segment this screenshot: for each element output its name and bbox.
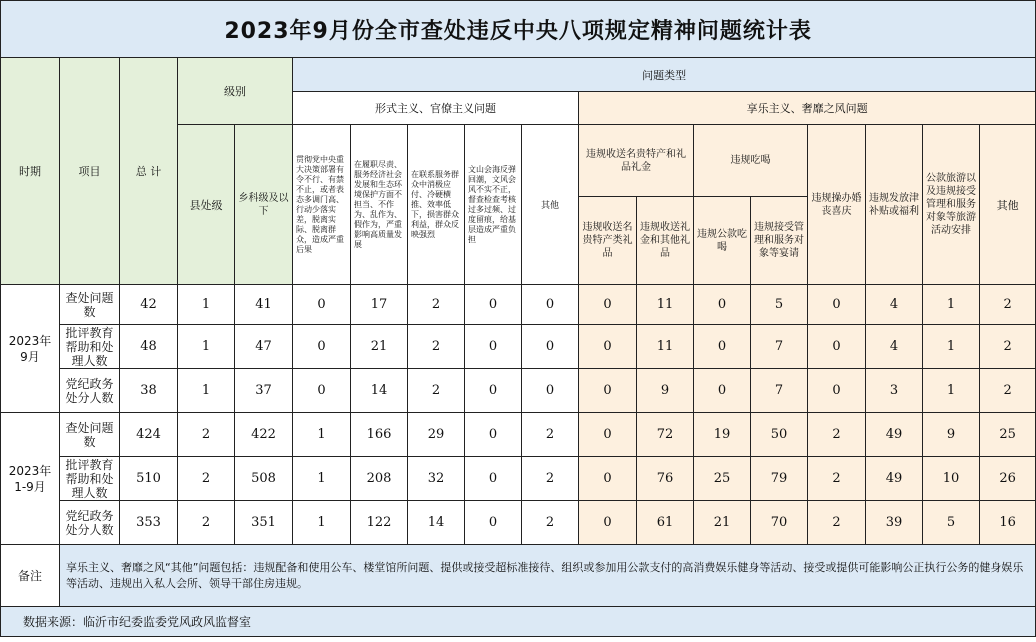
- cell-h7: 5: [923, 501, 980, 545]
- header-gifts: 违规收送名贵特产和礼品礼金: [579, 125, 694, 197]
- cell-h8: 26: [980, 457, 1036, 501]
- cell-h5: 0: [808, 325, 866, 369]
- cell-county: 2: [178, 413, 235, 457]
- cell-f3: 32: [408, 457, 465, 501]
- cell-total: 42: [120, 285, 178, 325]
- cell-h3: 19: [694, 413, 751, 457]
- table-row: [1, 369, 1036, 413]
- cell-h7: 9: [923, 413, 980, 457]
- cell-f4: 0: [465, 457, 522, 501]
- cell-h3: 21: [694, 501, 751, 545]
- header-level: 级别: [178, 58, 293, 125]
- header-formalism-duties: 在履职尽责、服务经济社会发展和生态环境保护方面不担当、不作为、乱作为、假作为，严重影响高质量发展: [351, 125, 408, 285]
- cell-f3: 2: [408, 369, 465, 413]
- cell-f5: 0: [522, 285, 579, 325]
- cell-h8: 2: [980, 369, 1036, 413]
- table-row: [1, 325, 1036, 369]
- cell-f1: 0: [293, 325, 351, 369]
- row-item-label: 批评教育帮助和处理人数: [60, 325, 120, 369]
- header-township-level: 乡科级及以下: [235, 125, 293, 285]
- cell-f1: 0: [293, 369, 351, 413]
- cell-total: 48: [120, 325, 178, 369]
- cell-h4: 70: [751, 501, 808, 545]
- cell-county: 2: [178, 501, 235, 545]
- cell-county: 1: [178, 369, 235, 413]
- cell-f3: 14: [408, 501, 465, 545]
- cell-h7: 1: [923, 325, 980, 369]
- header-hedonism-other: 其他: [980, 125, 1036, 285]
- cell-h8: 16: [980, 501, 1036, 545]
- header-travel: 公款旅游以及违规接受管理和服务对象等旅游活动安排: [923, 125, 980, 285]
- cell-f2: 14: [351, 369, 408, 413]
- cell-f2: 166: [351, 413, 408, 457]
- cell-township: 508: [235, 457, 293, 501]
- row-item-label: 查处问题数: [60, 285, 120, 325]
- cell-total: 353: [120, 501, 178, 545]
- cell-total: 510: [120, 457, 178, 501]
- period-label: 2023年 9月: [1, 285, 60, 413]
- cell-h2: 72: [637, 413, 694, 457]
- cell-f1: 0: [293, 285, 351, 325]
- cell-h1: 0: [579, 413, 637, 457]
- cell-h6: 39: [866, 501, 923, 545]
- cell-f1: 1: [293, 501, 351, 545]
- table-row: [1, 285, 1036, 325]
- cell-county: 1: [178, 325, 235, 369]
- cell-h2: 11: [637, 325, 694, 369]
- cell-h7: 1: [923, 285, 980, 325]
- cell-h2: 61: [637, 501, 694, 545]
- header-eating-public: 违规公款吃喝: [694, 197, 751, 285]
- cell-h4: 5: [751, 285, 808, 325]
- cell-f4: 0: [465, 501, 522, 545]
- cell-township: 37: [235, 369, 293, 413]
- cell-h4: 79: [751, 457, 808, 501]
- cell-f2: 122: [351, 501, 408, 545]
- header-formalism: 形式主义、官僚主义问题: [293, 92, 579, 125]
- header-period: 时期: [1, 58, 60, 285]
- cell-township: 422: [235, 413, 293, 457]
- cell-h2: 11: [637, 285, 694, 325]
- header-county-level: 县处级: [178, 125, 235, 285]
- cell-f5: 0: [522, 325, 579, 369]
- cell-h1: 0: [579, 457, 637, 501]
- header-formalism-meetings: 文山会海反弹回潮，文风会风不实不正，督查检查考核过多过频、过度留痕，给基层造成严重负担: [465, 125, 522, 285]
- cell-h6: 4: [866, 285, 923, 325]
- header-formalism-decisions: 贯彻党中央重大决策部署有令不行、有禁不止，或者表态多调门高、行动少落实差，脱离实际、脱离群众，造成严重后果: [293, 125, 351, 285]
- row-item-label: 查处问题数: [60, 413, 120, 457]
- cell-f4: 0: [465, 413, 522, 457]
- cell-h5: 2: [808, 501, 866, 545]
- header-problem-type: 问题类型: [293, 58, 1036, 92]
- cell-h2: 76: [637, 457, 694, 501]
- cell-h3: 0: [694, 325, 751, 369]
- header-item: 项目: [60, 58, 120, 285]
- cell-h6: 4: [866, 325, 923, 369]
- cell-total: 38: [120, 369, 178, 413]
- cell-township: 47: [235, 325, 293, 369]
- cell-h7: 10: [923, 457, 980, 501]
- cell-h7: 1: [923, 369, 980, 413]
- cell-total: 424: [120, 413, 178, 457]
- cell-h8: 25: [980, 413, 1036, 457]
- cell-f5: 2: [522, 413, 579, 457]
- cell-h4: 50: [751, 413, 808, 457]
- cell-f3: 29: [408, 413, 465, 457]
- table-row: [1, 501, 1036, 545]
- cell-f5: 2: [522, 457, 579, 501]
- cell-h3: 25: [694, 457, 751, 501]
- remarks-text: 享乐主义、奢靡之风“其他”问题包括：违规配备和使用公车、楼堂馆所问题、提供或接受超标准接待、组织或参加用公款支付的高消费娱乐健身等活动、接受或提供可能影响公正执行公务的健身娱乐等活动、违规出入私人会所、领导干部住房违规。: [60, 545, 1036, 607]
- cell-f4: 0: [465, 369, 522, 413]
- cell-township: 351: [235, 501, 293, 545]
- header-total: 总 计: [120, 58, 178, 285]
- data-source: 数据来源：临沂市纪委监委党风政风监督室: [1, 607, 1036, 637]
- cell-h8: 2: [980, 285, 1036, 325]
- cell-h4: 7: [751, 325, 808, 369]
- cell-h6: 49: [866, 413, 923, 457]
- cell-h8: 2: [980, 325, 1036, 369]
- cell-county: 2: [178, 457, 235, 501]
- header-gifts-money: 违规收送礼金和其他礼品: [637, 197, 694, 285]
- cell-f1: 1: [293, 457, 351, 501]
- remarks-label: 备注: [1, 545, 60, 607]
- row-item-label: 批评教育帮助和处理人数: [60, 457, 120, 501]
- cell-h3: 0: [694, 285, 751, 325]
- page-title: 2023年9月份全市查处违反中央八项规定精神问题统计表: [1, 1, 1036, 58]
- cell-f4: 0: [465, 325, 522, 369]
- header-formalism-service: 在联系服务群众中消极应付、冷硬横推、效率低下，损害群众利益，群众反映强烈: [408, 125, 465, 285]
- cell-h3: 0: [694, 369, 751, 413]
- cell-h6: 49: [866, 457, 923, 501]
- cell-f2: 21: [351, 325, 408, 369]
- cell-f3: 2: [408, 285, 465, 325]
- cell-h5: 0: [808, 369, 866, 413]
- header-eating: 违规吃喝: [694, 125, 808, 197]
- cell-f3: 2: [408, 325, 465, 369]
- row-item-label: 党纪政务处分人数: [60, 501, 120, 545]
- header-hedonism: 享乐主义、奢靡之风问题: [579, 92, 1036, 125]
- header-wedding: 违规操办婚丧喜庆: [808, 125, 866, 285]
- cell-f5: 0: [522, 369, 579, 413]
- header-allowance: 违规发放津补贴或福利: [866, 125, 923, 285]
- period-label: 2023年 1-9月: [1, 413, 60, 545]
- cell-f2: 17: [351, 285, 408, 325]
- table-row: [1, 413, 1036, 457]
- row-item-label: 党纪政务处分人数: [60, 369, 120, 413]
- table-row: [1, 457, 1036, 501]
- cell-h4: 7: [751, 369, 808, 413]
- cell-county: 1: [178, 285, 235, 325]
- cell-h5: 2: [808, 413, 866, 457]
- header-eating-banquet: 违规接受管理和服务对象等宴请: [751, 197, 808, 285]
- cell-h1: 0: [579, 325, 637, 369]
- cell-h5: 0: [808, 285, 866, 325]
- cell-h5: 2: [808, 457, 866, 501]
- cell-h1: 0: [579, 501, 637, 545]
- header-gifts-specialty: 违规收送名贵特产类礼品: [579, 197, 637, 285]
- cell-h6: 3: [866, 369, 923, 413]
- cell-township: 41: [235, 285, 293, 325]
- cell-h2: 9: [637, 369, 694, 413]
- cell-f4: 0: [465, 285, 522, 325]
- cell-f2: 208: [351, 457, 408, 501]
- cell-f5: 2: [522, 501, 579, 545]
- cell-h1: 0: [579, 369, 637, 413]
- cell-f1: 1: [293, 413, 351, 457]
- header-formalism-other: 其他: [522, 125, 579, 285]
- cell-h1: 0: [579, 285, 637, 325]
